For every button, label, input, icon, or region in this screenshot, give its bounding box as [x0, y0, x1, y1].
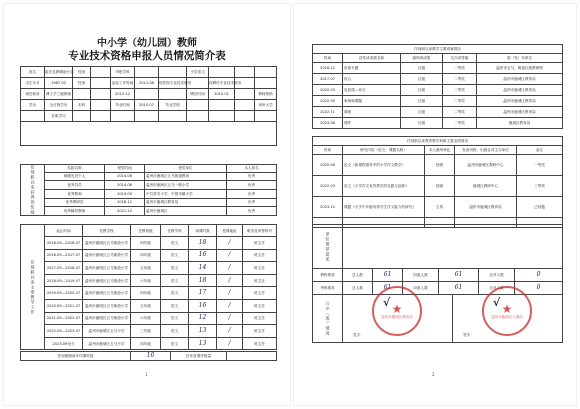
achievements-head-2: 级别或成果	[401, 54, 443, 63]
table-row	[21, 287, 277, 300]
achievement-cell-2: 区级	[401, 63, 443, 74]
achievements-head-4: 颁（发）布单位	[477, 54, 563, 63]
research-head-4: 备注	[517, 146, 563, 155]
vote-cell-4: 61	[439, 269, 479, 282]
vote-cell-5: 反对人数	[479, 282, 515, 295]
basic-cell	[91, 89, 111, 100]
teach-cell-4: 13	[189, 325, 217, 338]
table-row	[21, 181, 277, 190]
basic-cell	[235, 100, 255, 111]
research-cell-4: 一等奖	[517, 155, 563, 176]
vote-cell-1: 总人数	[343, 269, 373, 282]
official-seal-2	[482, 286, 532, 336]
teach-cell-5: /	[217, 312, 243, 325]
teach-cell-3: 语文	[161, 312, 189, 325]
vote-cell-2: 61	[373, 269, 403, 282]
awards-table	[20, 164, 277, 216]
basic-cell: 聘任时间	[187, 89, 209, 100]
teach-cell-0: 2020.09—2021.07	[45, 299, 83, 312]
teach-cell-3: 语文	[161, 325, 189, 338]
award-unit: 中共常安小学，中国市镇小学	[145, 189, 227, 198]
research-table	[312, 136, 563, 228]
achievement-cell-0: 2020.05	[313, 85, 343, 96]
check-mark-2: √	[493, 296, 501, 309]
table-row	[21, 237, 277, 250]
basic-cell	[187, 111, 209, 122]
research-cell-4: 三等奖	[517, 176, 563, 197]
avg-hours-label2: 任年度课作数量	[171, 352, 227, 361]
teach-cell-2: 四年级	[131, 249, 161, 262]
table-row	[21, 325, 277, 338]
achievement-cell-3: 二等奖	[443, 74, 477, 85]
basic-cell	[159, 67, 187, 78]
awards-head-rank: 本人排名	[227, 165, 277, 173]
basic-cell: 毕业时间	[111, 100, 135, 111]
teach-head-4: 周课时数	[189, 225, 217, 237]
teach-cell-5: /	[217, 262, 243, 275]
teach-cell-4: 16	[189, 299, 217, 312]
page-number-right: 2	[432, 372, 435, 377]
research-cell-1: 课题《小学中年级培养学生作文能力的研究》	[343, 197, 425, 218]
basic-cell: 申报学科	[111, 67, 135, 78]
research-cell-0: 2023.12	[313, 197, 343, 218]
teach-cell-4: 18	[189, 237, 217, 250]
teach-cell-4: 17	[189, 287, 217, 300]
award-time: 2014.08	[105, 172, 145, 181]
avg-hours-blank	[227, 352, 277, 361]
achievement-cell-3: 二等奖	[443, 118, 477, 129]
teach-cell-3: 语文	[161, 262, 189, 275]
basic-cell	[135, 67, 159, 78]
research-head-1: 研究内容（论文、课题名称）	[343, 146, 425, 155]
teach-cell-0: 2023.09至今	[45, 337, 83, 350]
achievements-table	[312, 44, 563, 129]
award-rank: 优秀	[227, 181, 277, 190]
vote-cell-6: 0	[515, 269, 563, 282]
achievements-title: 任现职以来教学主要成就情况	[313, 45, 563, 54]
achievement-cell-2: 区级	[401, 74, 443, 85]
basic-cell: 2015.01	[209, 89, 235, 100]
teach-cell-3: 语文	[161, 237, 189, 250]
awards-head-name: 奖励名称	[45, 165, 105, 173]
publicity-label: 公示（或）情况	[313, 295, 343, 343]
research-head-3: 发表刊物、出版社或主办单位	[455, 146, 517, 155]
award-rank: 优秀	[227, 207, 277, 216]
achievement-cell-1: 课案	[343, 107, 401, 118]
table-row	[313, 197, 563, 218]
seal-star-icon-2: ★	[501, 301, 513, 316]
basic-cell	[255, 78, 277, 89]
achievement-cell-3: 二等奖	[443, 107, 477, 118]
teach-cell-6: 班主任	[243, 312, 277, 325]
basic-cell: 毕业学校	[159, 100, 187, 111]
research-cell-3: 鹿城区教研中心	[455, 176, 517, 197]
teach-cell-1: 温州市鹿城区五马街道小学	[83, 312, 131, 325]
teach-cell-0: 2021.09—2022.07	[45, 312, 83, 325]
avg-hours-label: 任现职期间年均课时数	[21, 352, 131, 361]
seal-text-2: 温州市鹿城区人事局	[491, 314, 523, 319]
research-head-2: 本人最终角色	[425, 146, 455, 155]
teach-cell-1: 温州市鹿城区五马小学	[83, 325, 131, 338]
teach-head-0: 起止时间	[45, 225, 83, 237]
achievement-cell-2: 区级	[401, 118, 443, 129]
table-row	[313, 45, 563, 54]
research-cell-2: 独著	[425, 176, 455, 197]
basic-cell: 姓名	[21, 67, 45, 78]
basic-info-table	[20, 66, 277, 146]
teach-cell-4: 18	[189, 274, 217, 287]
award-name: 优秀教师	[45, 189, 105, 198]
teach-cell-6: 班主任	[243, 237, 277, 250]
teach-cell-2: 四年级	[131, 287, 161, 300]
achievement-cell-2: 区级	[401, 96, 443, 107]
achievement-cell-4: 温州市鹿城区教育局	[477, 107, 563, 118]
table-row	[313, 146, 563, 155]
teaching-table	[20, 224, 277, 350]
table-row	[21, 274, 277, 287]
table-row	[21, 189, 277, 198]
basic-cell	[91, 111, 111, 122]
teach-cell-4: 13	[189, 337, 217, 350]
teach-cell-1: 温州市鹿城区五马街道小学	[83, 237, 131, 250]
basic-cell	[209, 67, 235, 78]
teach-head-3: 任教学科	[161, 225, 189, 237]
research-cell-3: 温州市鹿城区教研中心	[455, 155, 517, 176]
basic-cell	[73, 89, 91, 100]
basic-cell: 现聘任专业技术职务	[209, 78, 235, 89]
basic-cell: 小学语文	[187, 67, 209, 78]
achievement-cell-1: 综合	[343, 74, 401, 85]
research-cell-2: 独著	[425, 155, 455, 176]
table-row	[21, 207, 277, 216]
teach-cell-6: 班主任	[243, 249, 277, 262]
achievement-cell-0: 2022.05	[313, 96, 343, 107]
vote-cell-0: 考核推荐	[313, 282, 343, 295]
teach-cell-3: 语文	[161, 287, 189, 300]
table-row	[313, 282, 563, 295]
table-row	[313, 85, 563, 96]
table-row	[21, 262, 277, 275]
award-time: 2018.12	[105, 198, 145, 207]
research-cell-4: 已结题	[517, 197, 563, 218]
basic-cell: 泉州大学	[255, 100, 277, 111]
teach-cell-6: 班主任	[243, 299, 277, 312]
award-rank: 优秀	[227, 189, 277, 198]
form-title-line2: 专业技术资格申报人员情况简介表	[68, 50, 226, 62]
achievement-cell-0: 2017.07	[313, 74, 343, 85]
teach-head-6: 职务及荣誉称号	[243, 225, 277, 237]
award-name: 优秀辅导教师	[45, 207, 105, 216]
teach-cell-2: 六年级	[131, 312, 161, 325]
award-unit: 温州市鹿城区	[145, 207, 227, 216]
teach-cell-3: 语文	[161, 299, 189, 312]
right-page	[294, 4, 576, 405]
basic-cell	[159, 89, 187, 100]
table-row	[21, 225, 277, 237]
vote-table	[312, 268, 563, 295]
teach-cell-5: /	[217, 249, 243, 262]
award-rank: 优秀	[227, 172, 277, 181]
table-row	[21, 89, 277, 100]
teach-head-2: 任教班级	[131, 225, 161, 237]
table-row	[313, 176, 563, 197]
vote-cell-4: 61	[439, 282, 479, 295]
research-cell-2: 主持	[425, 197, 455, 218]
achievements-head-0: 时间	[313, 54, 343, 63]
research-head-0: 时间	[313, 146, 343, 155]
teach-cell-4: 12	[189, 312, 217, 325]
table-row	[21, 100, 277, 111]
achievement-cell-4: 温州市鹿城区教育局	[477, 85, 563, 96]
achievement-cell-3: 一等奖	[443, 63, 477, 74]
teach-cell-1: 温州市鹿城区五马街道小学	[83, 249, 131, 262]
basic-cell	[209, 100, 235, 111]
table-row	[21, 249, 277, 262]
check-mark-1: √	[383, 296, 391, 309]
basic-cell: 2012.12	[111, 89, 135, 100]
award-name: 优秀教研员	[45, 198, 105, 207]
research-cell-1: 论文《小学作文有效教学的实践与创新》	[343, 176, 425, 197]
avg-hours-value: 16	[131, 352, 171, 361]
award-unit: 温州市鹿城区教育局	[145, 198, 227, 207]
basic-cell	[159, 111, 187, 122]
table-row	[21, 67, 277, 78]
basic-cell: 2010.07	[135, 100, 159, 111]
teach-cell-3: 语文	[161, 337, 189, 350]
award-time: 2014.08	[105, 181, 145, 190]
teach-cell-1: 温州市鹿城区五马街道小学	[83, 274, 131, 287]
teach-cell-6: 班主任	[243, 337, 277, 350]
award-unit: 温州市鹿城区五马街道教育	[145, 172, 227, 181]
research-cell-1: 论文《新课程指导中的小学作文教学》	[343, 155, 425, 176]
basic-cell: 全日制学历	[45, 100, 73, 111]
opinion-table	[312, 224, 563, 269]
achievement-cell-1: 课件	[343, 118, 401, 129]
official-seal-1	[372, 286, 422, 336]
basic-cell	[235, 89, 255, 100]
table-row	[21, 111, 277, 122]
teach-cell-5: /	[217, 237, 243, 250]
basic-cell: 博士学三级教师	[45, 89, 73, 100]
teach-cell-5: /	[217, 299, 243, 312]
table-row	[313, 74, 563, 85]
teach-cell-0: 2018.09—2019.07	[45, 274, 83, 287]
achievement-cell-3: 二等奖	[443, 96, 477, 107]
teach-cell-0: 2017.09—2018.07	[45, 262, 83, 275]
vote-cell-3: 同意人数	[403, 269, 439, 282]
achievement-cell-4: 温州市五马，街道区级教研网	[477, 63, 563, 74]
achievement-cell-1: 案例和课题	[343, 96, 401, 107]
teach-cell-1: 温州市鹿城区五马街道小学	[83, 287, 131, 300]
award-name: 师德先进个人	[45, 172, 105, 181]
teach-cell-6: 班主任	[243, 325, 277, 338]
achievement-cell-0: 2022.11	[313, 107, 343, 118]
teach-cell-0: 2016.09—2017.07	[45, 249, 83, 262]
table-row	[21, 165, 277, 173]
table-row	[313, 107, 563, 118]
achievement-cell-2: 区级	[401, 85, 443, 96]
table-row	[313, 54, 563, 63]
basic-cell	[209, 111, 235, 122]
vote-cell-6: 0	[515, 282, 563, 295]
basic-cell	[111, 111, 135, 122]
basic-cell	[235, 67, 255, 78]
table-row	[313, 63, 563, 74]
basic-cell: 在职学历	[45, 111, 73, 122]
basic-cell: 现任现专业技术职务	[159, 78, 187, 89]
teach-cell-0: 2019.09—2020.07	[45, 287, 83, 300]
basic-cell: 性别	[73, 67, 91, 78]
signature-label-2: 签字：	[463, 333, 474, 337]
teach-cell-3: 语文	[161, 249, 189, 262]
basic-cell	[255, 111, 277, 122]
teach-section-label: 任现职以来主要教学工作	[21, 225, 45, 350]
teach-cell-2: 三年级	[131, 325, 161, 338]
basic-cell	[21, 111, 45, 122]
basic-spacer	[21, 122, 277, 146]
table-row	[21, 172, 277, 181]
table-row	[313, 137, 563, 146]
basic-cell	[91, 67, 111, 78]
teach-cell-0: 2022.09—2023.07	[45, 325, 83, 338]
table-row	[313, 269, 563, 282]
teach-cell-2: 四年级	[131, 337, 161, 350]
research-title: 任现职以来教育教学科研主要业绩情况	[313, 137, 563, 146]
teach-cell-2: 五年级	[131, 262, 161, 275]
award-rank: 优秀	[227, 198, 277, 207]
teach-cell-2: 五年级	[131, 299, 161, 312]
teach-cell-5: /	[217, 274, 243, 287]
awards-head-time: 授奖时间	[105, 165, 145, 173]
awards-head-unit: 授奖单位	[145, 165, 227, 173]
basic-cell	[135, 111, 159, 122]
teach-cell-1: 温州市鹿城区五马街道小学	[83, 262, 131, 275]
basic-cell: 1987.02	[45, 78, 73, 89]
table-row	[21, 78, 277, 89]
basic-cell: 教师资格	[255, 89, 277, 100]
table-row	[21, 312, 277, 325]
teach-cell-6: 班主任	[243, 287, 277, 300]
research-cell-0: 2022.03	[313, 176, 343, 197]
award-unit: 温州市瓯海区五马一路小学	[145, 181, 227, 190]
basic-cell: 本科	[73, 100, 91, 111]
vote-cell-2: 61	[373, 282, 403, 295]
vote-cell-3: 同意人数	[403, 282, 439, 295]
teach-cell-5: /	[217, 287, 243, 300]
table-row	[313, 155, 563, 176]
opinion-label: 单位推荐意见	[313, 225, 343, 269]
basic-cell	[255, 67, 277, 78]
awards-section-label: 任现职以来获得的奖励	[21, 165, 45, 216]
teach-cell-6: 班主任	[243, 274, 277, 287]
basic-cell: 崔宗良教刷助小学	[45, 67, 73, 78]
research-cell-0: 2020.06	[313, 155, 343, 176]
achievement-cell-4: 温州市鹿城区教育局	[477, 96, 563, 107]
research-cell-3: 温州市鹿城区教育局	[455, 197, 517, 218]
basic-cell: 学历	[21, 100, 45, 111]
teach-cell-3: 语文	[161, 274, 189, 287]
award-time: 2021.10	[105, 207, 145, 216]
achievement-cell-3: 二等奖	[443, 85, 477, 96]
achievement-cell-4: 温州市鹿城区教育局	[477, 74, 563, 85]
teach-head-5: 授课地址	[217, 225, 243, 237]
achievements-head-1: 获奖或成果名称	[343, 54, 401, 63]
teach-cell-4: 14	[189, 262, 217, 275]
teach-head-1: 任教学校	[83, 225, 131, 237]
table-row	[313, 118, 563, 129]
table-row	[21, 337, 277, 350]
teach-cell-2: 四年级	[131, 237, 161, 250]
teach-cell-6: 班主任	[243, 262, 277, 275]
vote-cell-0: 教科推荐	[313, 269, 343, 282]
achievement-cell-2: 区级	[401, 107, 443, 118]
achievements-head-3: 名次或等级	[443, 54, 477, 63]
opinion-content	[343, 225, 563, 269]
basic-cell: 出生年月	[21, 78, 45, 89]
form-title-line1: 中小学（幼儿园）教师	[97, 38, 197, 49]
achievement-cell-0: 2016.12	[313, 63, 343, 74]
teach-cell-1: 温州市鹿城区五马小学	[83, 337, 131, 350]
basic-cell: 2011.08	[135, 78, 159, 89]
teach-cell-5: /	[217, 337, 243, 350]
basic-cell: 参加工作时间	[111, 78, 135, 89]
teach-cell-2: 六年级	[131, 274, 161, 287]
page-number-left: 1	[145, 372, 148, 377]
teach-cell-1: 温州市鹿城区五马街道小学	[83, 299, 131, 312]
achievement-cell-0: 2023.06	[313, 118, 343, 129]
basic-cell: 性别	[73, 78, 91, 89]
table-row	[21, 198, 277, 207]
avg-hours-table	[20, 351, 277, 361]
basic-cell	[235, 111, 255, 122]
achievement-cell-4: 鹿城区教育局	[477, 118, 563, 129]
basic-cell: 现任职务	[21, 89, 45, 100]
teach-cell-4: 16	[189, 249, 217, 262]
vote-cell-5: 反对人数	[479, 269, 515, 282]
basic-cell	[73, 111, 91, 122]
teach-cell-5: /	[217, 325, 243, 338]
seal-text-1: 温州市鹿城区教育局	[381, 314, 413, 319]
seal-star-icon-1: ★	[391, 301, 403, 316]
table-row	[313, 96, 563, 107]
vote-cell-1: 总人数	[343, 282, 373, 295]
achievement-cell-1: 讲座专题	[343, 63, 401, 74]
basic-cell	[91, 78, 111, 89]
table-row	[21, 122, 277, 146]
basic-cell	[187, 100, 209, 111]
signature-label-1: 签字：	[353, 333, 364, 337]
basic-cell	[91, 100, 111, 111]
table-row	[21, 299, 277, 312]
left-page	[4, 4, 290, 405]
award-time: 2019.09	[105, 189, 145, 198]
teach-cell-0: 2016.09—2016.07	[45, 237, 83, 250]
basic-cell	[135, 89, 159, 100]
achievement-cell-1: 优质课—家长	[343, 85, 401, 96]
award-name: 优秀员员	[45, 181, 105, 190]
